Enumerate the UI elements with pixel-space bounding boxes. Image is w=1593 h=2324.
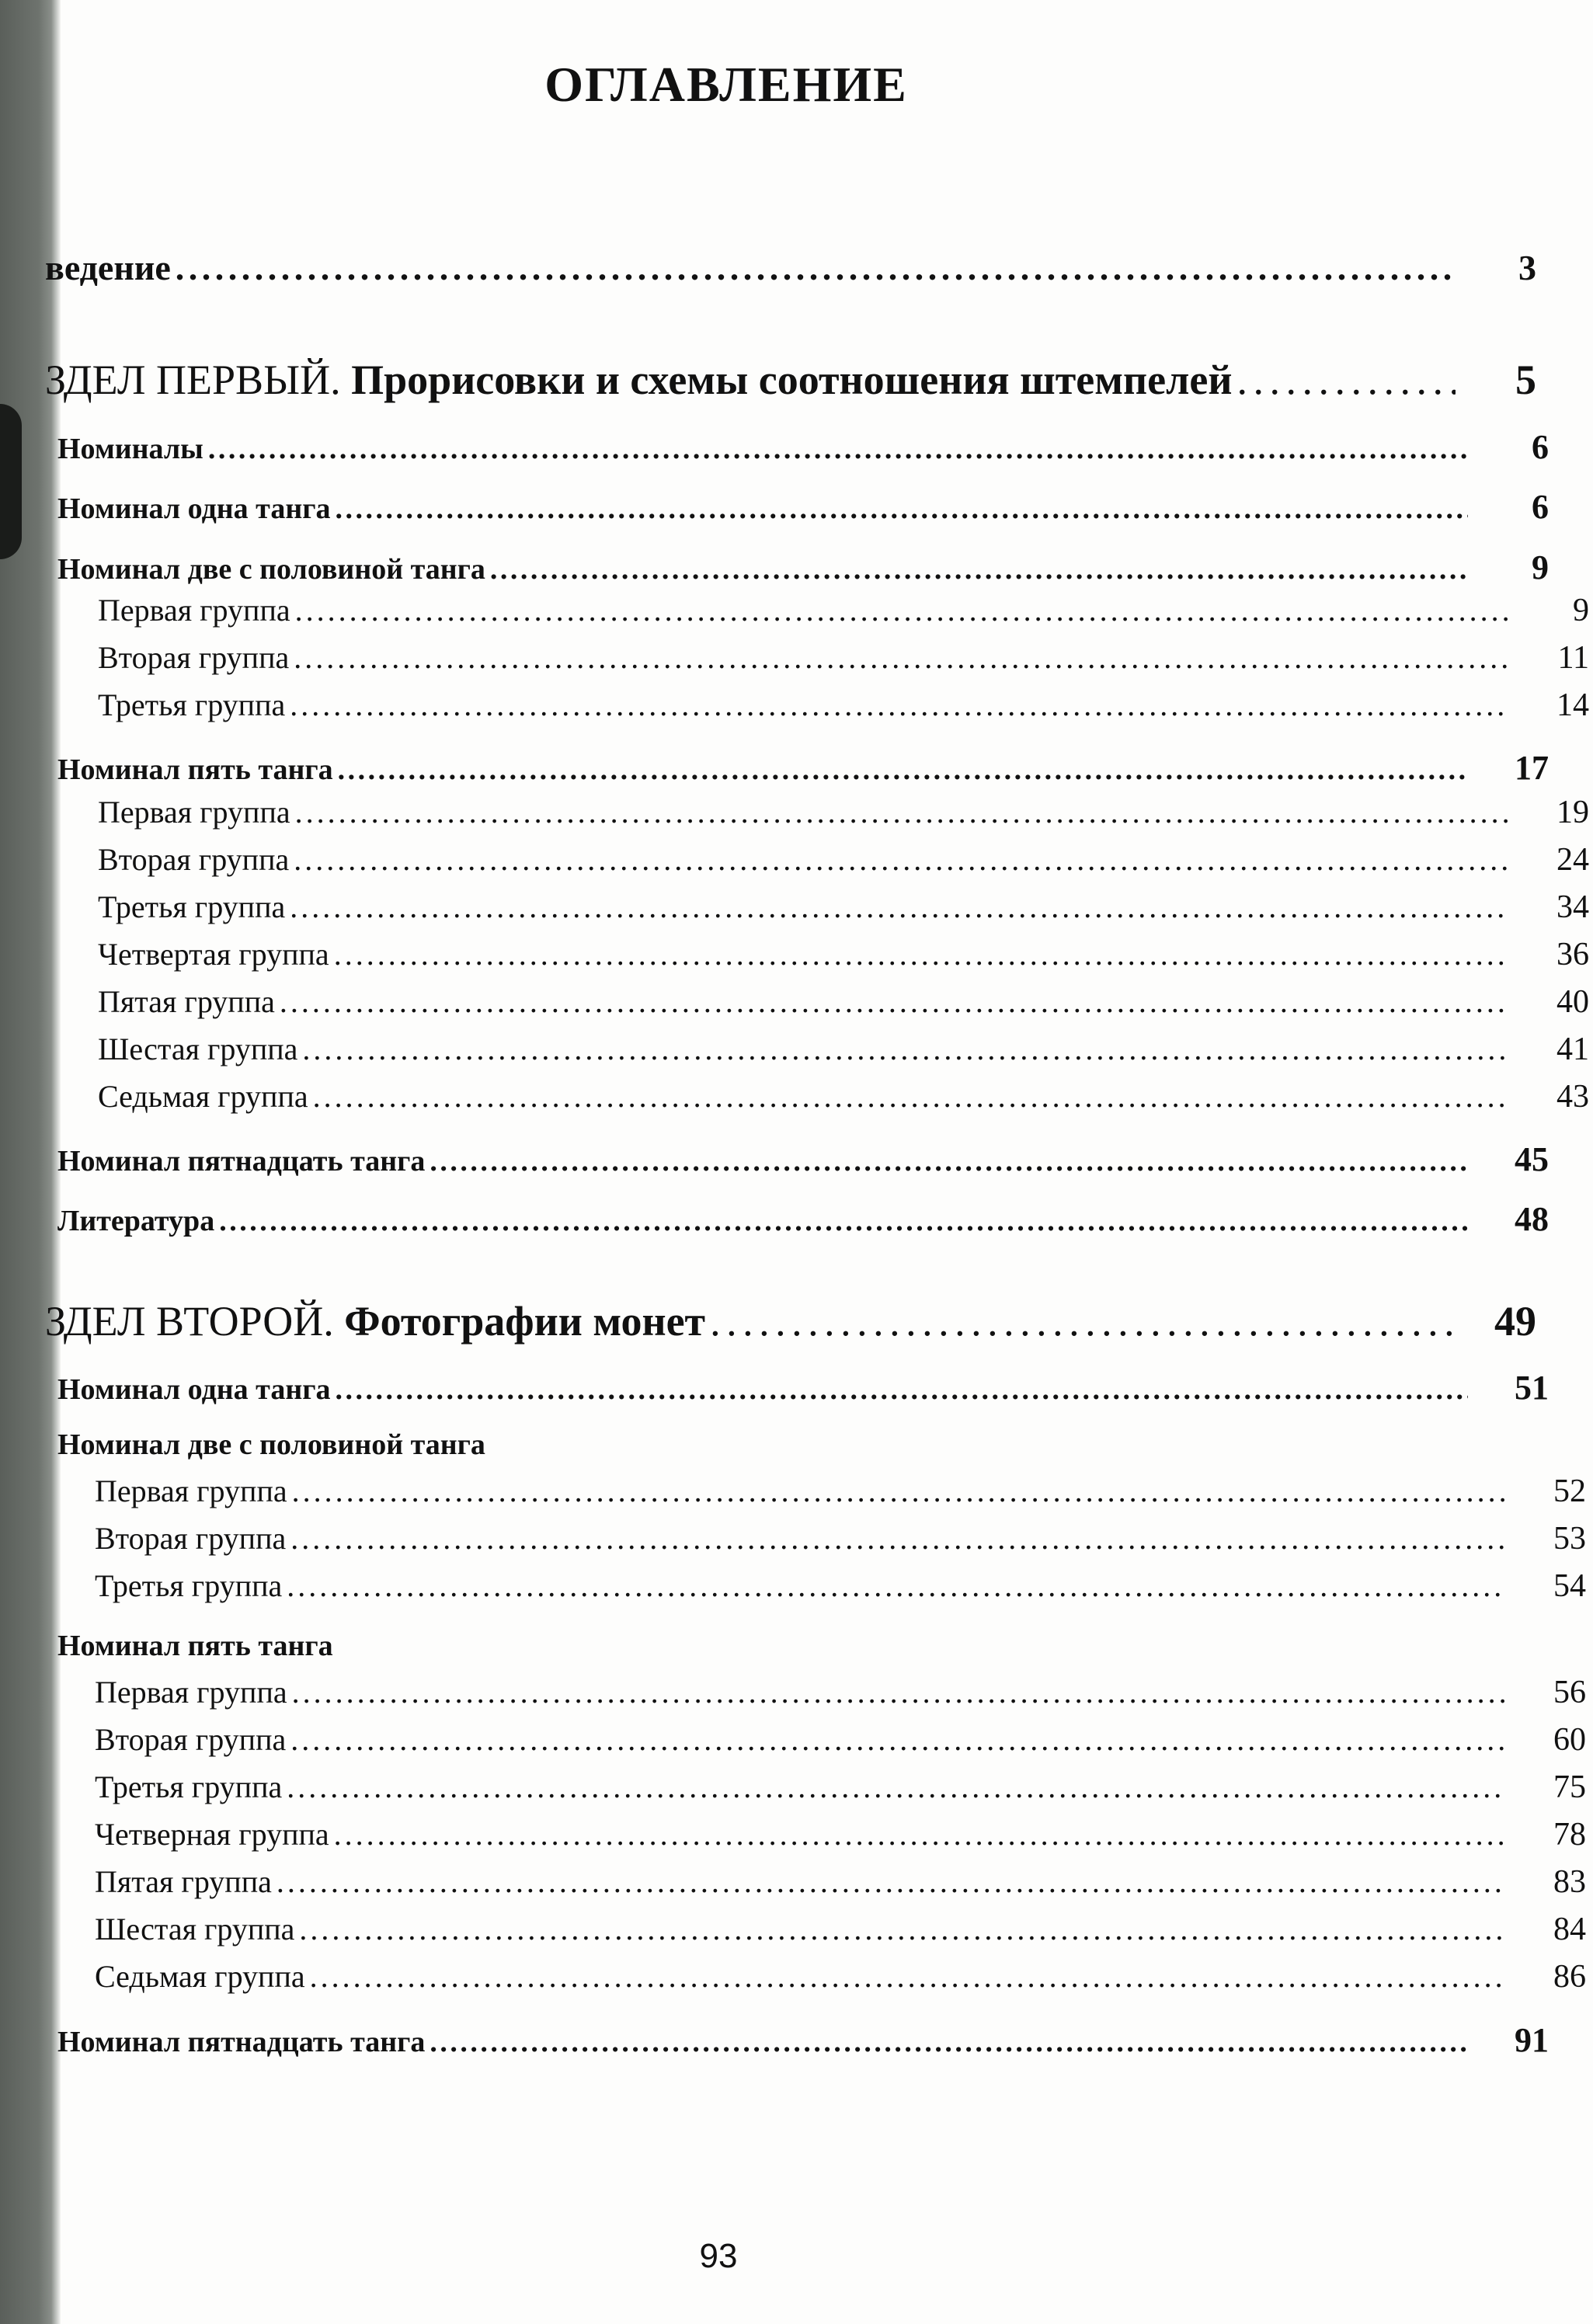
toc-entry-label: Номинал две с половиной танга <box>57 1428 485 1461</box>
toc-entry-page: 19 <box>1556 795 1589 830</box>
toc-entry-page: 84 <box>1553 1912 1586 1947</box>
toc-entry[interactable] <box>0 639 1589 677</box>
toc-entry-page: 54 <box>1553 1568 1586 1604</box>
dot-leader <box>299 1911 1505 1947</box>
toc-entry-label: Первая группа <box>98 593 290 628</box>
toc-entry-label: Вторая группа <box>98 842 290 877</box>
toc-entry-label: Шестая группа <box>98 1032 298 1066</box>
dot-leader <box>219 1204 1468 1238</box>
toc-entry-label: Номинал пять танга <box>57 1630 333 1662</box>
toc-entry-page: 48 <box>1515 1200 1549 1238</box>
dot-leader <box>295 794 1508 830</box>
toc-entry-page: 34 <box>1556 889 1589 925</box>
dot-leader <box>292 1674 1505 1710</box>
section-number-label: ЗДЕЛ ВТОРОЙ. <box>45 1298 345 1345</box>
toc-entry-label: Третья группа <box>98 687 286 722</box>
dot-leader <box>290 687 1508 723</box>
dot-leader <box>176 247 1456 288</box>
toc-entry-label: Третья группа <box>95 1568 283 1603</box>
dot-leader <box>338 753 1468 787</box>
dot-leader <box>310 1958 1505 1995</box>
toc-entry[interactable] <box>0 1520 1586 1557</box>
toc-entry-page: 9 <box>1573 593 1589 628</box>
toc-entry[interactable] <box>0 1473 1586 1510</box>
toc-entry-page: 51 <box>1515 1369 1549 1407</box>
toc-entry[interactable] <box>0 427 1549 467</box>
toc-entry-page: 14 <box>1556 687 1589 723</box>
toc-entry-label: Номинал пятнадцать танга <box>57 2026 426 2058</box>
toc-entry-page: 60 <box>1553 1722 1586 1758</box>
toc-entry[interactable] <box>0 748 1549 788</box>
dot-leader <box>335 1372 1468 1407</box>
dot-leader <box>710 1297 1456 1345</box>
toc-entry-label: Седьмая группа <box>98 1079 308 1114</box>
toc-entry-label: Номиналы <box>57 433 203 465</box>
section-title-label: Фотографии монет <box>344 1298 706 1345</box>
toc-entry-label: Четверная группа <box>95 1817 329 1852</box>
toc-entry[interactable] <box>0 1721 1586 1759</box>
toc-entry-label: Номинал пятнадцать танга <box>57 1145 426 1178</box>
dot-leader <box>302 1031 1508 1067</box>
toc-entry-label: Шестая группа <box>95 1912 295 1947</box>
dot-leader <box>290 1721 1505 1758</box>
toc-entry-label: ведение <box>45 248 171 287</box>
toc-entry-page: 86 <box>1553 1959 1586 1995</box>
dot-leader <box>334 936 1508 972</box>
toc-entry-page: 49 <box>1494 1298 1536 1345</box>
dot-leader <box>287 1567 1505 1604</box>
toc-entry[interactable] <box>0 2020 1549 2060</box>
toc-entry-label: Номинал две с половиной танга <box>57 553 485 586</box>
toc-entry-heading[interactable] <box>0 1428 1549 1462</box>
toc-entry[interactable] <box>0 1139 1549 1179</box>
toc-entry-label: Номинал одна танга <box>57 1373 331 1406</box>
toc-section-first[interactable] <box>0 356 1536 404</box>
toc-entry-label: Первая группа <box>95 1675 287 1710</box>
dot-leader <box>430 2025 1468 2059</box>
toc-entry[interactable] <box>0 548 1549 587</box>
dot-leader <box>290 889 1508 925</box>
toc-entry-page: 11 <box>1557 640 1589 676</box>
dot-leader <box>313 1078 1508 1115</box>
toc-entry-label: Четвертая группа <box>98 937 329 972</box>
toc-entry-page: 40 <box>1556 984 1589 1020</box>
toc-entry-label: Первая группа <box>95 1473 287 1508</box>
section-title-label: Прорисовки и схемы соотношения штемпелей <box>351 357 1233 403</box>
toc-entry-label: Первая группа <box>98 795 290 830</box>
toc-entry-page: 17 <box>1515 749 1549 787</box>
toc-entry-label: Седьмая группа <box>95 1959 305 1994</box>
toc-entry[interactable] <box>0 1816 1586 1853</box>
toc-entry-page: 53 <box>1553 1521 1586 1557</box>
toc-entry[interactable] <box>0 1674 1586 1711</box>
section-number-label: ЗДЕЛ ПЕРВЫЙ. <box>45 357 352 403</box>
toc-entry-page: 43 <box>1556 1079 1589 1115</box>
toc-entry-page: 52 <box>1553 1473 1586 1509</box>
toc-entry-page: 5 <box>1515 357 1536 403</box>
toc-entry-label: Пятая группа <box>98 984 275 1019</box>
dot-leader <box>208 432 1468 466</box>
toc-entry-page: 91 <box>1515 2021 1549 2059</box>
toc-entry-page: 6 <box>1532 428 1549 466</box>
toc-entry-label: Литература <box>57 1205 215 1237</box>
dot-leader <box>335 492 1468 526</box>
dot-leader <box>294 639 1508 676</box>
toc-entry-heading[interactable] <box>0 1629 1549 1663</box>
toc-entry-page: 9 <box>1532 548 1549 586</box>
toc-entry-label: Номинал пять танга <box>57 753 333 786</box>
page-title: ОГЛАВЛЕНИЕ <box>544 57 908 112</box>
toc-entry-page: 24 <box>1556 842 1589 878</box>
toc-entry-page: 75 <box>1553 1769 1586 1805</box>
toc-entry[interactable] <box>0 687 1589 724</box>
toc-entry[interactable] <box>0 1031 1589 1068</box>
toc-entry-page: 45 <box>1515 1140 1549 1178</box>
dot-leader <box>287 1769 1505 1805</box>
toc-entry-label: Вторая группа <box>98 640 290 675</box>
toc-entry[interactable] <box>0 592 1589 629</box>
toc-entry-label: Номинал одна танга <box>57 492 331 525</box>
toc-entry[interactable] <box>0 1863 1586 1901</box>
dot-leader <box>290 1520 1505 1557</box>
toc-entry-page: 6 <box>1532 488 1549 526</box>
dot-leader <box>280 983 1508 1020</box>
dot-leader <box>292 1473 1505 1509</box>
toc-entry-page: 3 <box>1518 248 1536 287</box>
toc-entry[interactable] <box>0 1769 1586 1806</box>
toc-section-label <box>45 356 1232 404</box>
toc-entry-label: Третья группа <box>98 889 286 924</box>
toc-entry[interactable] <box>0 841 1589 878</box>
toc-entry[interactable] <box>0 1368 1549 1407</box>
toc-entry[interactable] <box>0 1958 1586 1995</box>
toc-entry-introduction[interactable] <box>0 247 1536 288</box>
toc-section-second[interactable] <box>0 1297 1536 1345</box>
dot-leader <box>295 592 1508 628</box>
toc-entry-page: 56 <box>1553 1675 1586 1710</box>
toc-entry-label: Пятая группа <box>95 1864 272 1899</box>
toc-entry[interactable] <box>0 889 1589 926</box>
toc-entry-literature[interactable] <box>0 1199 1549 1239</box>
dot-leader <box>334 1816 1505 1853</box>
toc-entry-label: Третья группа <box>95 1769 283 1804</box>
toc-entry-page: 83 <box>1553 1864 1586 1900</box>
toc-entry-label: Вторая группа <box>95 1521 287 1556</box>
toc-entry[interactable] <box>0 794 1589 831</box>
toc-entry[interactable] <box>0 983 1589 1021</box>
toc-section-label <box>45 1297 705 1345</box>
toc-entry[interactable] <box>0 1911 1586 1948</box>
toc-entry-page: 41 <box>1556 1032 1589 1067</box>
page-number: 93 <box>699 2237 738 2275</box>
toc-entry[interactable] <box>0 936 1589 973</box>
toc-entry[interactable] <box>0 1078 1589 1115</box>
dot-leader <box>294 841 1508 878</box>
dot-leader <box>277 1863 1505 1900</box>
dot-leader <box>490 552 1468 586</box>
toc-entry[interactable] <box>0 487 1549 527</box>
toc-entry[interactable] <box>0 1567 1586 1605</box>
toc-entry-label: Вторая группа <box>95 1722 287 1757</box>
dot-leader <box>430 1144 1468 1178</box>
toc-entry-page: 36 <box>1556 937 1589 972</box>
toc-entry-page: 78 <box>1553 1817 1586 1853</box>
dot-leader <box>1236 356 1456 404</box>
